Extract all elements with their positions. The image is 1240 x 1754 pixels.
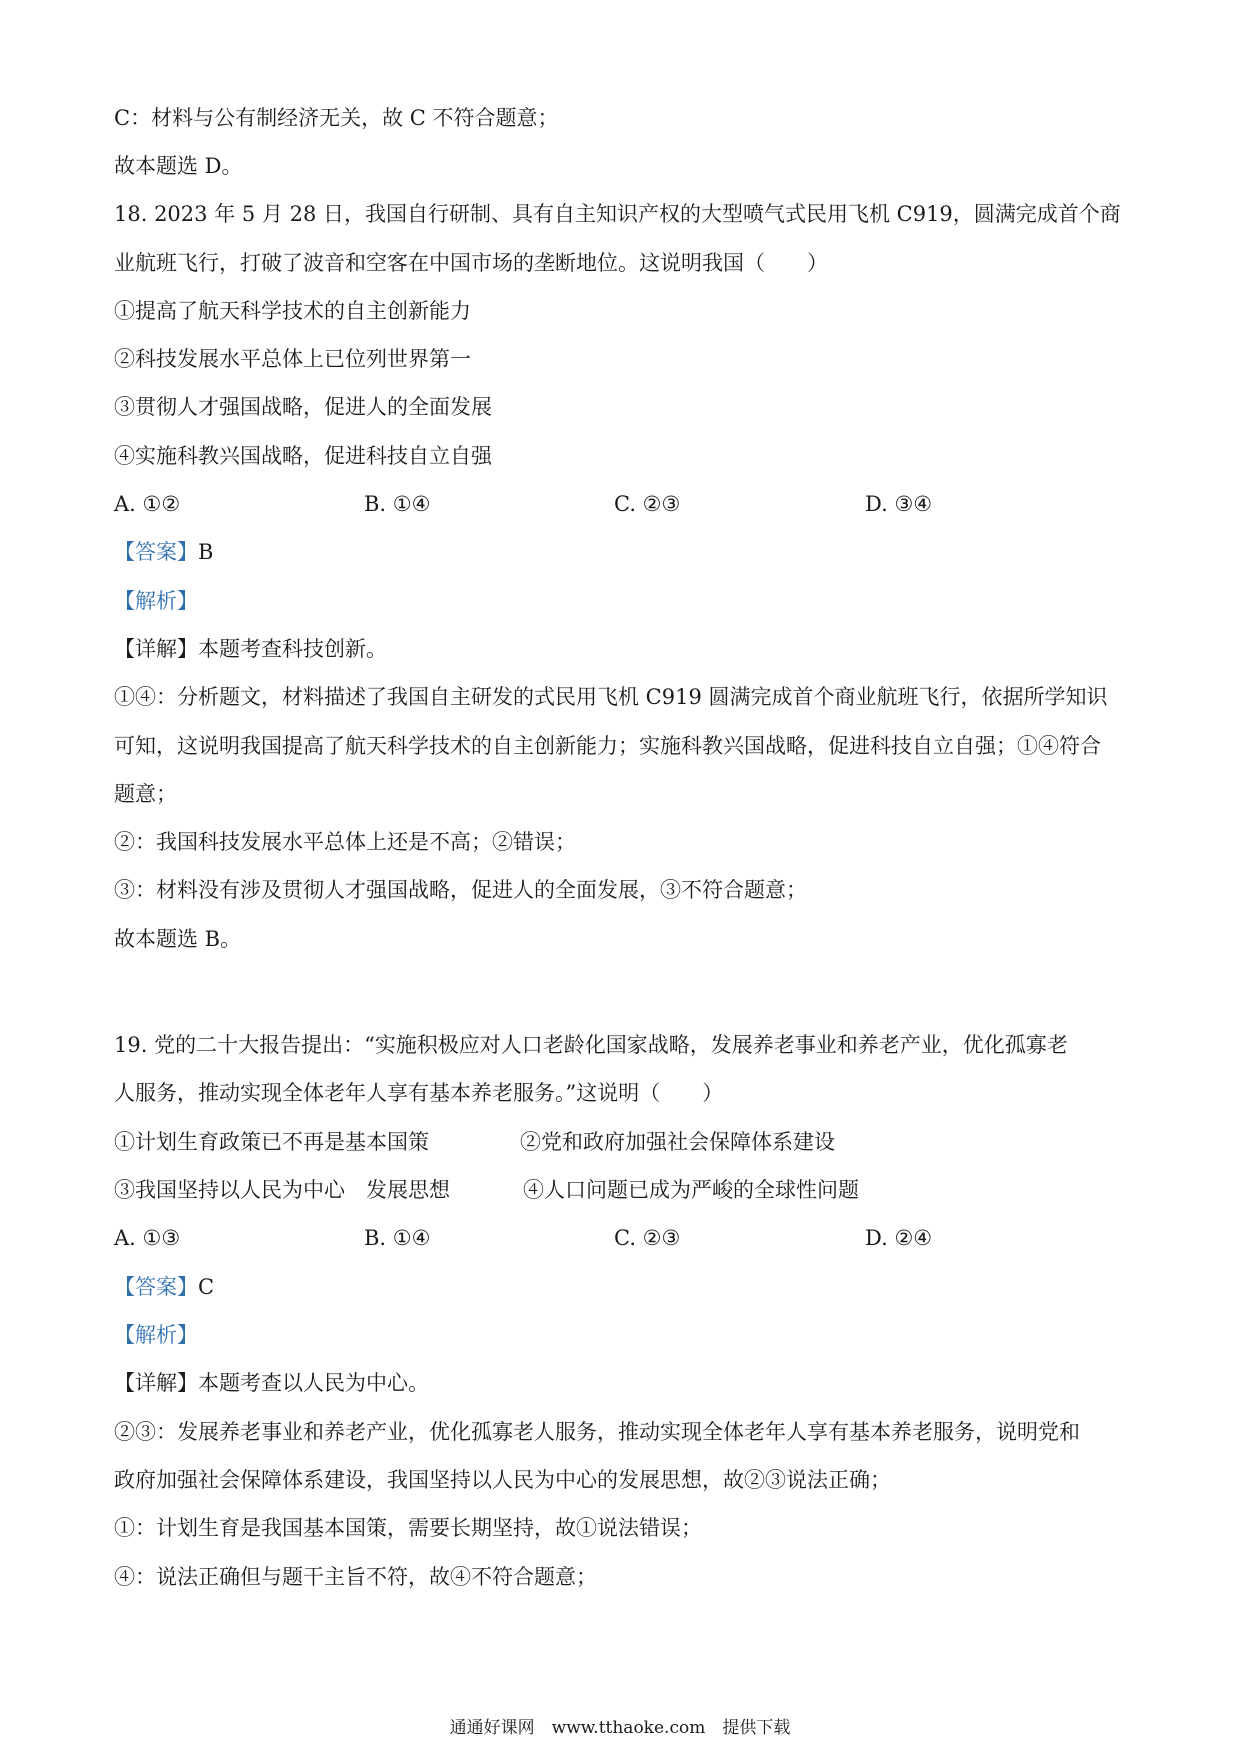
detail-text: 本题考查以人民为中心。 [198, 1371, 429, 1395]
q19-answer [114, 1272, 214, 1302]
detail-tag: 【详解】 [114, 1371, 198, 1395]
q18-stem-line1: 18. 2023 年 5 月 28 日，我国自行研制、具有自主知识产权的大型喷气式民用飞机 C919，圆满完成首个商 [114, 202, 1121, 226]
q18-statement-4: ④实施科教兴国战略，促进科技自立自强 [114, 444, 492, 468]
q19-statement-2: ②党和政府加强社会保障体系建设 [520, 1130, 835, 1154]
q19-stem-line1: 19. 党的二十大报告提出：“实施积极应对人口老龄化国家战略，发展养老事业和养老产业，优化孤寡老 [114, 1033, 1068, 1057]
q19-stem-line2: 人服务，推动实现全体老年人享有基本养老服务。”这说明（ ） [114, 1081, 724, 1105]
q18-stem-line2: 业航班飞行，打破了波音和空客在中国市场的垄断地位。这说明我国（ ） [114, 251, 828, 275]
q18-explanation-line4: ②：我国科技发展水平总体上还是不高；②错误； [114, 830, 576, 854]
analysis-tag: 【解析】 [114, 589, 198, 613]
detail-text: 本题考查科技创新。 [198, 637, 387, 661]
q18-analysis-tag [114, 586, 198, 616]
q19-option-a: A. ①③ [114, 1226, 181, 1250]
q19-explanation-line1: ②③：发展养老事业和养老产业，优化孤寡老人服务，推动实现全体老年人享有基本养老服务，说明党和 [114, 1420, 1080, 1444]
q19-option-c: C. ②③ [614, 1226, 681, 1250]
q18-statement-2: ②科技发展水平总体上已位列世界第一 [114, 347, 471, 371]
answer-value: B [198, 540, 214, 564]
q18-explanation-line1: ①④：分析题文，材料描述了我国自主研发的式民用飞机 C919 圆满完成首个商业航班飞行，依据所学知识 [114, 685, 1108, 709]
q19-statement-4: ④人口问题已成为严峻的全球性问题 [523, 1178, 859, 1202]
q18-explanation-line3: 题意； [114, 782, 177, 806]
answer-value: C [198, 1275, 215, 1299]
q19-option-d: D. ②④ [865, 1226, 933, 1250]
q19-analysis-tag [114, 1320, 198, 1350]
q19-detail [114, 1368, 429, 1398]
analysis-tag: 【解析】 [114, 1323, 198, 1347]
q18-option-d: D. ③④ [865, 492, 933, 516]
q18-detail [114, 634, 387, 664]
q19-statement-1: ①计划生育政策已不再是基本国策 [114, 1130, 429, 1154]
q19-explanation-line4: ④：说法正确但与题干主旨不符，故④不符合题意； [114, 1565, 597, 1589]
q18-option-a: A. ①② [114, 492, 181, 516]
q19-explanation-line3: ①：计划生育是我国基本国策，需要长期坚持，故①说法错误； [114, 1516, 702, 1540]
q18-option-b: B. ①④ [364, 492, 431, 516]
page-footer: 通通好课网 www.tthaoke.com 提供下载 [449, 1718, 791, 1738]
q18-option-c: C. ②③ [614, 492, 681, 516]
q18-statement-3: ③贯彻人才强国战略，促进人的全面发展 [114, 395, 492, 419]
answer-tag: 【答案】 [114, 540, 198, 564]
detail-tag: 【详解】 [114, 637, 198, 661]
q18-statement-1: ①提高了航天科学技术的自主创新能力 [114, 299, 471, 323]
answer-tag: 【答案】 [114, 1275, 198, 1299]
q19-option-b: B. ①④ [364, 1226, 431, 1250]
q18-conclusion: 故本题选 B。 [114, 927, 242, 951]
prev-explanation-line: C：材料与公有制经济无关，故 C 不符合题意； [114, 106, 559, 130]
q18-explanation-line5: ③：材料没有涉及贯彻人才强国战略，促进人的全面发展，③不符合题意； [114, 878, 807, 902]
q19-explanation-line2: 政府加强社会保障体系建设，我国坚持以人民为中心的发展思想，故②③说法正确； [114, 1468, 891, 1492]
q18-explanation-line2: 可知，这说明我国提高了航天科学技术的自主创新能力；实施科教兴国战略，促进科技自立自强；①④符合 [114, 734, 1101, 758]
prev-conclusion: 故本题选 D。 [114, 154, 243, 178]
q18-answer [114, 537, 213, 567]
q19-statement-3: ③我国坚持以人民为中心 发展思想 [114, 1178, 450, 1202]
